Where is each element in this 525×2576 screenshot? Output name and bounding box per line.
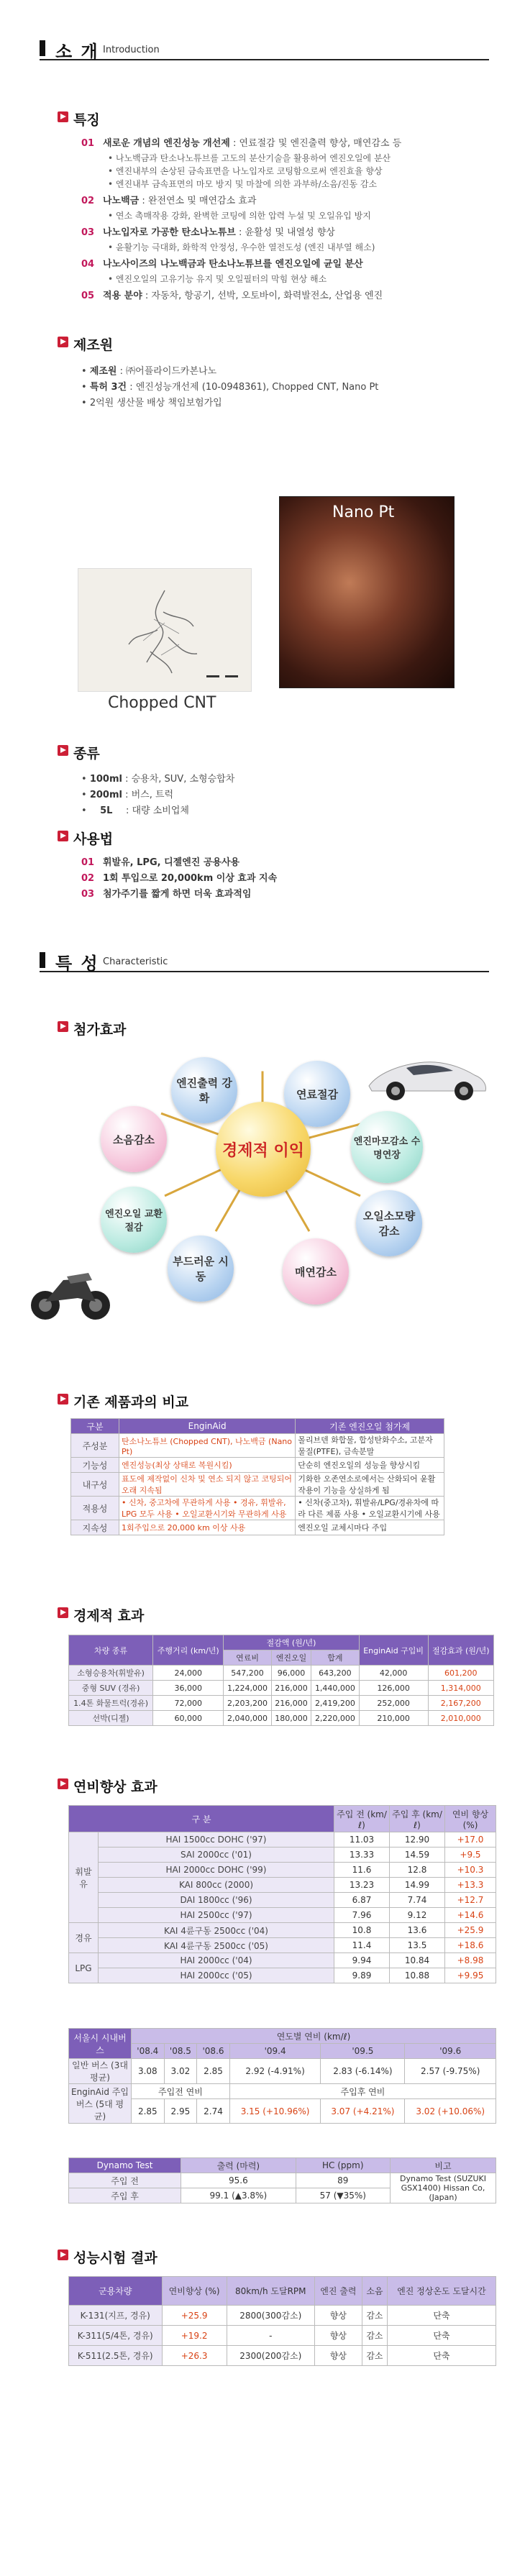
table-row: 주입 전 95.6 89 Dynamo Test (SUZUKI GSX1400) Hissan Co, (Japan)	[69, 2173, 496, 2188]
feature-title: 특징	[73, 112, 100, 128]
maker-title: 제조원	[73, 337, 114, 353]
usage-item: 03 첨가주기를 짧게 하면 더욱 효과적임	[81, 889, 252, 900]
bubble-fuel-saving: 연료절감	[284, 1061, 350, 1127]
intro-subtitle: Introduction	[103, 45, 160, 55]
feature-item-1: 01 새로운 개념의 엔진성능 개선제 : 연료절감 및 엔진출력 향상, 매연감소 등	[81, 138, 402, 149]
table-row: 주성분 탄소나노튜브 (Chopped CNT), 나노백금 (Nano Pt) 몰리브덴 화합물, 합성탄화수소, 고분자 물질(PTFE), 금속분말	[71, 1434, 444, 1458]
usage-item: 02 1회 투입으로 20,000km 이상 효과 지속	[81, 873, 278, 884]
table-row: HAI 2000cc DOHC ('99) 11.6 12.8 +10.3	[69, 1863, 496, 1878]
econ-title: 경제적 효과	[73, 1608, 145, 1624]
table-row: DAI 1800cc ('96) 6.87 7.74 +12.7	[69, 1893, 496, 1908]
bubble-wear-reduction: 엔진마모감소 수명연장	[351, 1111, 423, 1183]
motorcycle-image	[27, 1259, 114, 1323]
maker-item: • 2억원 생산물 배상 책임보험가입	[81, 398, 222, 408]
feature-bullet: • 엔진내부 금속표면의 마모 방지 및 마찰에 의한 과부하/소음/진동 감소	[108, 178, 377, 190]
table-row: 1.4톤 화물트럭(경유) 72,000 2,203,200 216,000 2,419,200 252,000 2,167,200	[69, 1696, 494, 1711]
bubble-economic-benefit: 경제적 이익	[216, 1102, 311, 1197]
play-marker-icon	[58, 2250, 68, 2260]
nano-pt-caption: Nano Pt	[332, 503, 395, 521]
table-row: HAI 2000cc ('05) 9.89 10.88 +9.95	[69, 1968, 496, 1983]
table-row: LPG HAI 2000cc ('04) 9.94 10.84 +8.98	[69, 1953, 496, 1968]
bubble-smooth-start: 부드러운 시동	[168, 1236, 234, 1302]
bubble-oil-change: 엔진오일 교환절감	[101, 1187, 167, 1253]
section-bar	[40, 952, 45, 968]
table-row: KAI 800cc (2000) 13.23 14.99 +13.3	[69, 1878, 496, 1893]
section-bar	[40, 40, 45, 56]
play-marker-icon	[58, 831, 68, 841]
table-row: 주입 후 99.1 (▲3.8%) 57 (▼35%)	[69, 2188, 496, 2203]
intro-header	[40, 37, 489, 60]
table-row: K-511(2.5톤, 경유) +26.3 2300(200감소) 향상 감소 단축	[69, 2346, 496, 2366]
play-marker-icon	[58, 337, 68, 347]
table-row: K-311(5/4톤, 경유) +19.2 - 향상 감소 단축	[69, 2326, 496, 2346]
maker-item: • 특허 3건 : 엔진성능개선제 (10-0948361), Chopped CNT, Nano Pt	[81, 382, 379, 393]
dyno-table: Dynamo Test 출력 (마력) HC (ppm) 비고 주입 전 95.6 89 Dynamo Test (SUZUKI GSX1400) Hissan Co, (Japan) 주입 후 99.1 (▲3.8%) 57 (▼35%)	[68, 2157, 496, 2203]
table-row: 중형 SUV (경유) 36,000 1,224,000 216,000 1,440,000 126,000 1,314,000	[69, 1681, 494, 1696]
table-row: 휘발유 HAI 1500cc DOHC ('97) 11.03 12.90 +17.0	[69, 1832, 496, 1847]
table-row: 적용성 • 신차, 중고차에 무관하게 사용 • 경유, 휘발유, LPG 모두 사용 • 오일교환시기와 무관하게 사용 • 신차(중고차), 휘발유/LPG/경유차에 따라 다른 제품 사용 • 오일교환시기에 사용	[71, 1497, 444, 1520]
fuel-title: 연비향상 효과	[73, 1779, 158, 1795]
table-row: 선박(디젤) 60,000 2,040,000 180,000 2,220,000 210,000 2,010,000	[69, 1711, 494, 1726]
table-row: 지속성 1회주입으로 20,000 km 이상 사용 엔진오일 교체시마다 주입	[71, 1520, 444, 1535]
table-row: 내구성 표도에 제작없이 신차 및 연소 되지 않고 코팅되어 오래 지속됨 기화한 오존연소로에서는 산화되어 윤활작용이 기능을 상실하게 됨	[71, 1473, 444, 1497]
table-row: 소형승용차(휘발유) 24,000 547,200 96,000 643,200 42,000 601,200	[69, 1666, 494, 1681]
bubble-engine-power: 엔진출력 강화	[171, 1057, 237, 1123]
econ-table: 차량 종류 주행거리 (km/년) 절감액 (원/년) EnginAid 구입비 절감효과 (원/년) 연료비 엔진오일 합계 소형승용차(휘발유) 24,000 547,200 96,000 643,200 42,000 601,200 중형 SUV (경유) 36,000 1,224,000 216,000 1,440,000 126,000 1,314,000 1.4톤 화물트럭(경유) 72,000 2,203,200 216,000 2,419,200 252,000 2,167,200 선박(디젤) 60,000 2,040,000 180,000 2,220,000 210,000 2,010,000	[68, 1635, 494, 1726]
play-marker-icon	[58, 1778, 68, 1789]
additive-title: 첨가효과	[73, 1022, 127, 1038]
table-row: EnginAid 주입버스 (5대 평균) 주입전 연비 주입후 연비	[69, 2084, 496, 2099]
feature-bullet: • 엔진오일의 고유기능 유지 및 오일필터의 막힘 현상 해소	[108, 273, 327, 285]
maker-item: • 제조원 : ㈜어플라이드카본나노	[81, 366, 217, 377]
character-title: 특 성	[55, 954, 99, 974]
feature-item-3: 03 나노입자로 가공한 탄소나노튜브 : 윤활성 및 내열성 향상	[81, 227, 335, 238]
feature-item-2: 02 나노백금 : 완전연소 및 매연감소 효과	[81, 196, 257, 206]
bus-table: 서울시 시내버스 연도별 연비 (km/ℓ) '08.4 '08.5 '08.6 '09.4 '09.5 '09.6 일반 버스 (3대 평균) 3.08 3.02 2.85 2.92 (-4.91%) 2.83 (-6.14%) 2.57 (-9.75%) EnginAid 주입버스 (5대 평균) 주입전 연비 주입후 연비 2.85 2.95 2.74 3.15 (+10.96%) 3.07 (+4.21%) 3.02 (+10.06%)	[68, 2028, 496, 2124]
table-row: 기능성 엔진성능(최상 상태로 복원시킴) 단순히 엔진오일의 성능을 향상시킴	[71, 1458, 444, 1473]
feature-item-5: 05 적용 분야 : 자동차, 항공기, 선박, 오토바이, 화력발전소, 산업용 엔진	[81, 291, 383, 301]
play-marker-icon	[58, 1607, 68, 1618]
kind-item: • 200ml : 버스, 트럭	[81, 790, 174, 800]
play-marker-icon	[58, 111, 68, 122]
bubble-emission: 매연감소	[283, 1238, 349, 1305]
kinds-title: 종류	[73, 746, 100, 762]
feature-bullet: • 연소 촉매작용 강화, 완벽한 코팅에 의한 압력 누설 및 오일유입 방지	[108, 210, 371, 221]
kind-item: • 5L : 대량 소비업체	[81, 805, 189, 816]
perf-title: 성능시험 결과	[73, 2250, 158, 2266]
bubble-noise: 소음감소	[101, 1106, 167, 1172]
intro-title: 소 개	[55, 42, 99, 62]
sports-car-image	[363, 1046, 489, 1104]
nano-pt-photo	[279, 496, 455, 688]
character-subtitle: Characteristic	[103, 956, 168, 967]
table-row: HAI 2500cc ('97) 7.96 9.12 +14.6	[69, 1908, 496, 1923]
table-row: KAI 4륜구동 2500cc ('05) 11.4 13.5 +18.6	[69, 1938, 496, 1953]
character-header	[40, 949, 489, 972]
table-row: K-131(지프, 경유) +25.9 2800(300감소) 향상 감소 단축	[69, 2306, 496, 2326]
table-row: 일반 버스 (3대 평균) 3.08 3.02 2.85 2.92 (-4.91%) 2.83 (-6.14%) 2.57 (-9.75%)	[69, 2059, 496, 2084]
play-marker-icon	[58, 1394, 68, 1405]
table-row: 경유 KAI 4륜구동 2500cc ('04) 10.8 13.6 +25.9	[69, 1923, 496, 1938]
feature-bullet: • 나노백금과 탄소나노튜브를 고도의 분산기술을 활용하여 엔진오일에 분산	[108, 152, 391, 164]
table-row: SAI 2000cc ('01) 13.33 14.59 +9.5	[69, 1847, 496, 1863]
table-row: 2.85 2.95 2.74 3.15 (+10.96%) 3.07 (+4.21%) 3.02 (+10.06%)	[69, 2099, 496, 2124]
chopped-cnt-caption: Chopped CNT	[108, 694, 216, 712]
usage-item: 01 휘발유, LPG, 디젤엔진 공용사용	[81, 857, 240, 868]
play-marker-icon	[58, 745, 68, 756]
fuel-table: 구 분 주입 전 (km/ℓ) 주입 후 (km/ℓ) 연비 향상 (%) 휘발유 HAI 1500cc DOHC ('97) 11.03 12.90 +17.0 SAI 2000cc ('01) 13.33 14.59 +9.5 HAI 2000cc DOHC ('99) 11.6 12.8 +10.3 KAI 800cc (2000) 13.23 14.99 +13.3 DAI 1800cc ('96) 6.87 7.74 +12.7 HAI 2500cc ('97) 7.96 9.12 +14.6 경유 KAI 4륜구동 2500cc ('04) 10.8 13.6 +25.9 KAI 4륜구동 2500cc ('05) 11.4 13.5 +18.6 LPG HAI 2000cc ('04) 9.94 10.84 +8.98 HAI 2000cc ('05) 9.89 10.88 +9.95	[68, 1805, 496, 1983]
perf-table: 군용차량 연비향상 (%) 80km/h 도달RPM 엔진 출력 소음 엔진 정상온도 도달시간 K-131(지프, 경유) +25.9 2800(300감소) 향상 감소 단축 K-311(5/4톤, 경유) +19.2 - 향상 감소 단축 K-511(2.5톤, 경유) +26.3 2300(200감소) 향상 감소 단축	[68, 2276, 496, 2366]
compare-title: 기존 제품과의 비교	[73, 1394, 189, 1410]
feature-item-4: 04 나노사이즈의 나노백금과 탄소나노튜브를 엔진오일에 균일 분산	[81, 259, 363, 270]
kind-item: • 100ml : 승용차, SUV, 소형승합차	[81, 774, 235, 785]
feature-bullet: • 엔진내부의 손상된 금속표면을 나노입자로 코팅함으로써 엔진효율 향상	[108, 165, 383, 177]
bubble-oil-consumption: 오일소모량 감소	[356, 1190, 422, 1256]
chopped-cnt-photo	[78, 568, 252, 692]
compare-table: 구분 EnginAid 기존 엔진오일 첨가제 주성분 탄소나노튜브 (Chopped CNT), 나노백금 (Nano Pt) 몰리브덴 화합물, 합성탄화수소, 고분자 물질(PTFE), 금속분말 기능성 엔진성능(최상 상태로 복원시킴) 단순히 엔진오일의 성능을 향상시킴 내구성 표도에 제작없이 신차 및 연소 되지 않고 코팅되어 오래 지속됨 기화한 오존연소로에서는 산화되어 윤활작용이 기능을 상실하게 됨 적용성 • 신차, 중고차에 무관하게 사용 • 경유, 휘발유, LPG 모두 사용 • 오일교환시기와 무관하게 사용 • 신차(중고차), 휘발유/LPG/경유차에 따라 다른 제품 사용 • 오일교환시기에 사용 지속성 1회주입으로 20,000 km 이상 사용 엔진오일 교체시마다 주입	[70, 1418, 444, 1535]
usage-title: 사용법	[73, 831, 114, 847]
feature-bullet: • 윤활기능 극대화, 화학적 안정성, 우수한 열전도성 (엔진 내부열 해소)	[108, 242, 375, 253]
cnt-fiber-image	[78, 569, 251, 691]
play-marker-icon	[58, 1021, 68, 1032]
